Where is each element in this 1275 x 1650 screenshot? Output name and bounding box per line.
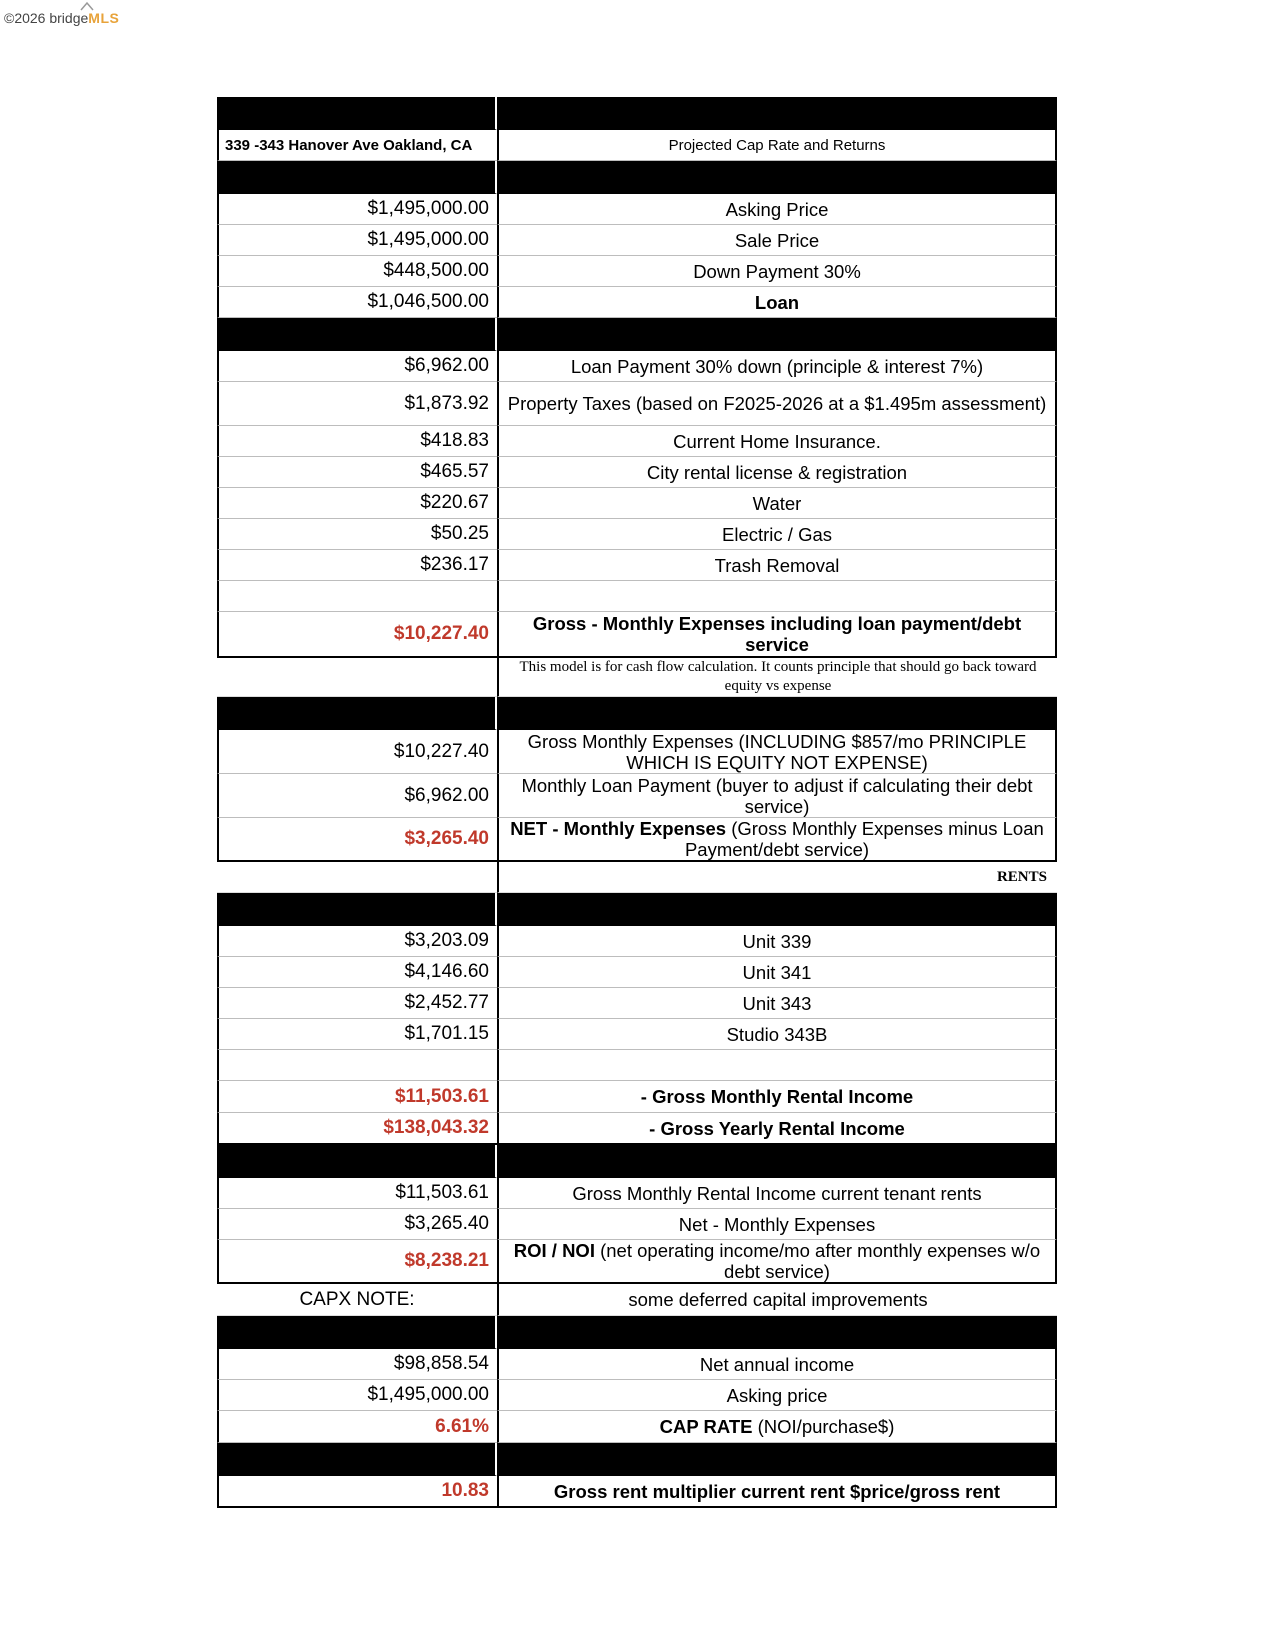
- row-label: Studio 343B: [497, 1019, 1057, 1050]
- table-row: [217, 1349, 1057, 1380]
- row-value: $3,203.09: [217, 926, 497, 957]
- section-bar: [217, 1443, 1057, 1476]
- row-value: $448,500.00: [217, 256, 497, 287]
- table-row: [217, 1380, 1057, 1411]
- table-row: [217, 488, 1057, 519]
- table-row: [217, 1178, 1057, 1209]
- net-expenses-label-bold: NET - Monthly Expenses: [510, 818, 727, 839]
- roof-logo-icon: [80, 1, 94, 11]
- row-value: $465.57: [217, 457, 497, 488]
- sheet-subtitle: Projected Cap Rate and Returns: [497, 130, 1057, 161]
- mls-watermark: [4, 10, 119, 26]
- gross-yearly-rent-label: - Gross Yearly Rental Income: [497, 1113, 1057, 1145]
- row-label: Asking Price: [497, 194, 1057, 225]
- row-label: Gross Monthly Rental Income current tenant rents: [497, 1178, 1057, 1209]
- gross-monthly-rent-row: [217, 1081, 1057, 1113]
- cap-rate-spreadsheet: [217, 97, 1057, 1508]
- row-label: Gross Monthly Expenses (INCLUDING $857/mo PRINCIPLE WHICH IS EQUITY NOT EXPENSE): [497, 730, 1057, 774]
- row-label: Property Taxes (based on F2025-2026 at a $1.495m assessment): [497, 382, 1057, 426]
- gross-yearly-rent-row: [217, 1113, 1057, 1145]
- table-row: [217, 1019, 1057, 1050]
- row-value: $10,227.40: [217, 730, 497, 774]
- section-bar: [217, 161, 1057, 194]
- capx-row: [217, 1284, 1057, 1316]
- noi-value: $8,238.21: [217, 1240, 497, 1284]
- noi-row: [217, 1240, 1057, 1284]
- net-expenses-label-rest: (Gross Monthly Expenses minus Loan Payment/debt service): [684, 818, 1044, 860]
- table-row: [217, 351, 1057, 382]
- mls-brand: MLS: [88, 10, 120, 26]
- empty-row: [217, 581, 1057, 612]
- row-label: Down Payment 30%: [497, 256, 1057, 287]
- row-label: Asking price: [497, 1380, 1057, 1411]
- table-row: [217, 1209, 1057, 1240]
- table-row: [217, 550, 1057, 581]
- row-value: $11,503.61: [217, 1178, 497, 1209]
- table-row: [217, 926, 1057, 957]
- grm-label: Gross rent multiplier current rent $price/gross rent: [497, 1476, 1057, 1508]
- row-value: $6,962.00: [217, 351, 497, 382]
- row-value: $98,858.54: [217, 1349, 497, 1380]
- copyright-text: ©2026 bridge: [4, 10, 89, 26]
- row-label: Unit 339: [497, 926, 1057, 957]
- row-value: $236.17: [217, 550, 497, 581]
- row-label: Trash Removal: [497, 550, 1057, 581]
- table-row: [217, 519, 1057, 550]
- table-row: [217, 426, 1057, 457]
- row-value: $1,701.15: [217, 1019, 497, 1050]
- table-row: [217, 730, 1057, 774]
- row-label: Sale Price: [497, 225, 1057, 256]
- grm-value: 10.83: [217, 1476, 497, 1508]
- row-label: Net - Monthly Expenses: [497, 1209, 1057, 1240]
- row-label: Water: [497, 488, 1057, 519]
- title-row: [217, 130, 1057, 161]
- noi-label-rest: (net operating income/mo after monthly expenses w/o debt service): [594, 1240, 1041, 1282]
- noi-label: [497, 1240, 1057, 1284]
- cap-rate-label: [497, 1411, 1057, 1443]
- table-row: [217, 256, 1057, 287]
- table-row: [217, 225, 1057, 256]
- cap-rate-row: [217, 1411, 1057, 1443]
- row-label: Unit 341: [497, 957, 1057, 988]
- rents-caption-row: [217, 862, 1057, 893]
- net-expenses-value: $3,265.40: [217, 818, 497, 862]
- row-value: $4,146.60: [217, 957, 497, 988]
- row-label: Net annual income: [497, 1349, 1057, 1380]
- row-label: Current Home Insurance.: [497, 426, 1057, 457]
- row-label: Loan: [497, 287, 1057, 318]
- row-value: $418.83: [217, 426, 497, 457]
- row-label: Monthly Loan Payment (buyer to adjust if calculating their debt service): [497, 774, 1057, 818]
- row-value: $1,046,500.00: [217, 287, 497, 318]
- row-value: $50.25: [217, 519, 497, 550]
- section-bar: [217, 1316, 1057, 1349]
- row-label: Unit 343: [497, 988, 1057, 1019]
- section-bar: [217, 318, 1057, 351]
- row-value: $2,452.77: [217, 988, 497, 1019]
- row-value: $220.67: [217, 488, 497, 519]
- gross-monthly-rent-value: $11,503.61: [217, 1081, 497, 1113]
- cap-rate-value: 6.61%: [217, 1411, 497, 1443]
- table-row: [217, 287, 1057, 318]
- model-note: This model is for cash flow calculation. It counts principle that should go back toward equity vs expense: [497, 658, 1057, 697]
- section-bar: [217, 697, 1057, 730]
- capx-note: some deferred capital improvements: [497, 1284, 1057, 1316]
- cap-rate-label-rest: (NOI/purchase$): [752, 1416, 895, 1437]
- row-value: $1,495,000.00: [217, 194, 497, 225]
- table-row: [217, 382, 1057, 426]
- header-bar: [217, 97, 1057, 130]
- empty-row: [217, 1050, 1057, 1081]
- row-label: City rental license & registration: [497, 457, 1057, 488]
- table-row: [217, 457, 1057, 488]
- rents-caption: RENTS: [497, 862, 1057, 893]
- gross-monthly-rent-label: - Gross Monthly Rental Income: [497, 1081, 1057, 1113]
- row-value: $6,962.00: [217, 774, 497, 818]
- row-value: $1,495,000.00: [217, 1380, 497, 1411]
- section-bar: [217, 1145, 1057, 1178]
- property-address: 339 -343 Hanover Ave Oakland, CA: [217, 130, 497, 161]
- gross-expenses-value: $10,227.40: [217, 612, 497, 658]
- gross-expenses-label: Gross - Monthly Expenses including loan payment/debt service: [497, 612, 1057, 658]
- row-value: $3,265.40: [217, 1209, 497, 1240]
- grm-row: [217, 1476, 1057, 1508]
- capx-label: CAPX NOTE:: [217, 1284, 497, 1316]
- row-value: $1,873.92: [217, 382, 497, 426]
- row-value: $1,495,000.00: [217, 225, 497, 256]
- gross-yearly-rent-value: $138,043.32: [217, 1113, 497, 1145]
- cap-rate-label-bold: CAP RATE: [659, 1416, 753, 1437]
- model-note-row: [217, 658, 1057, 697]
- noi-label-bold: ROI / NOI: [513, 1240, 595, 1261]
- table-row: [217, 957, 1057, 988]
- table-row: [217, 194, 1057, 225]
- gross-expenses-row: [217, 612, 1057, 658]
- net-expenses-row: [217, 818, 1057, 862]
- section-bar: [217, 893, 1057, 926]
- table-row: [217, 774, 1057, 818]
- table-row: [217, 988, 1057, 1019]
- row-label: Loan Payment 30% down (principle & interest 7%): [497, 351, 1057, 382]
- row-label: Electric / Gas: [497, 519, 1057, 550]
- net-expenses-label: [497, 818, 1057, 862]
